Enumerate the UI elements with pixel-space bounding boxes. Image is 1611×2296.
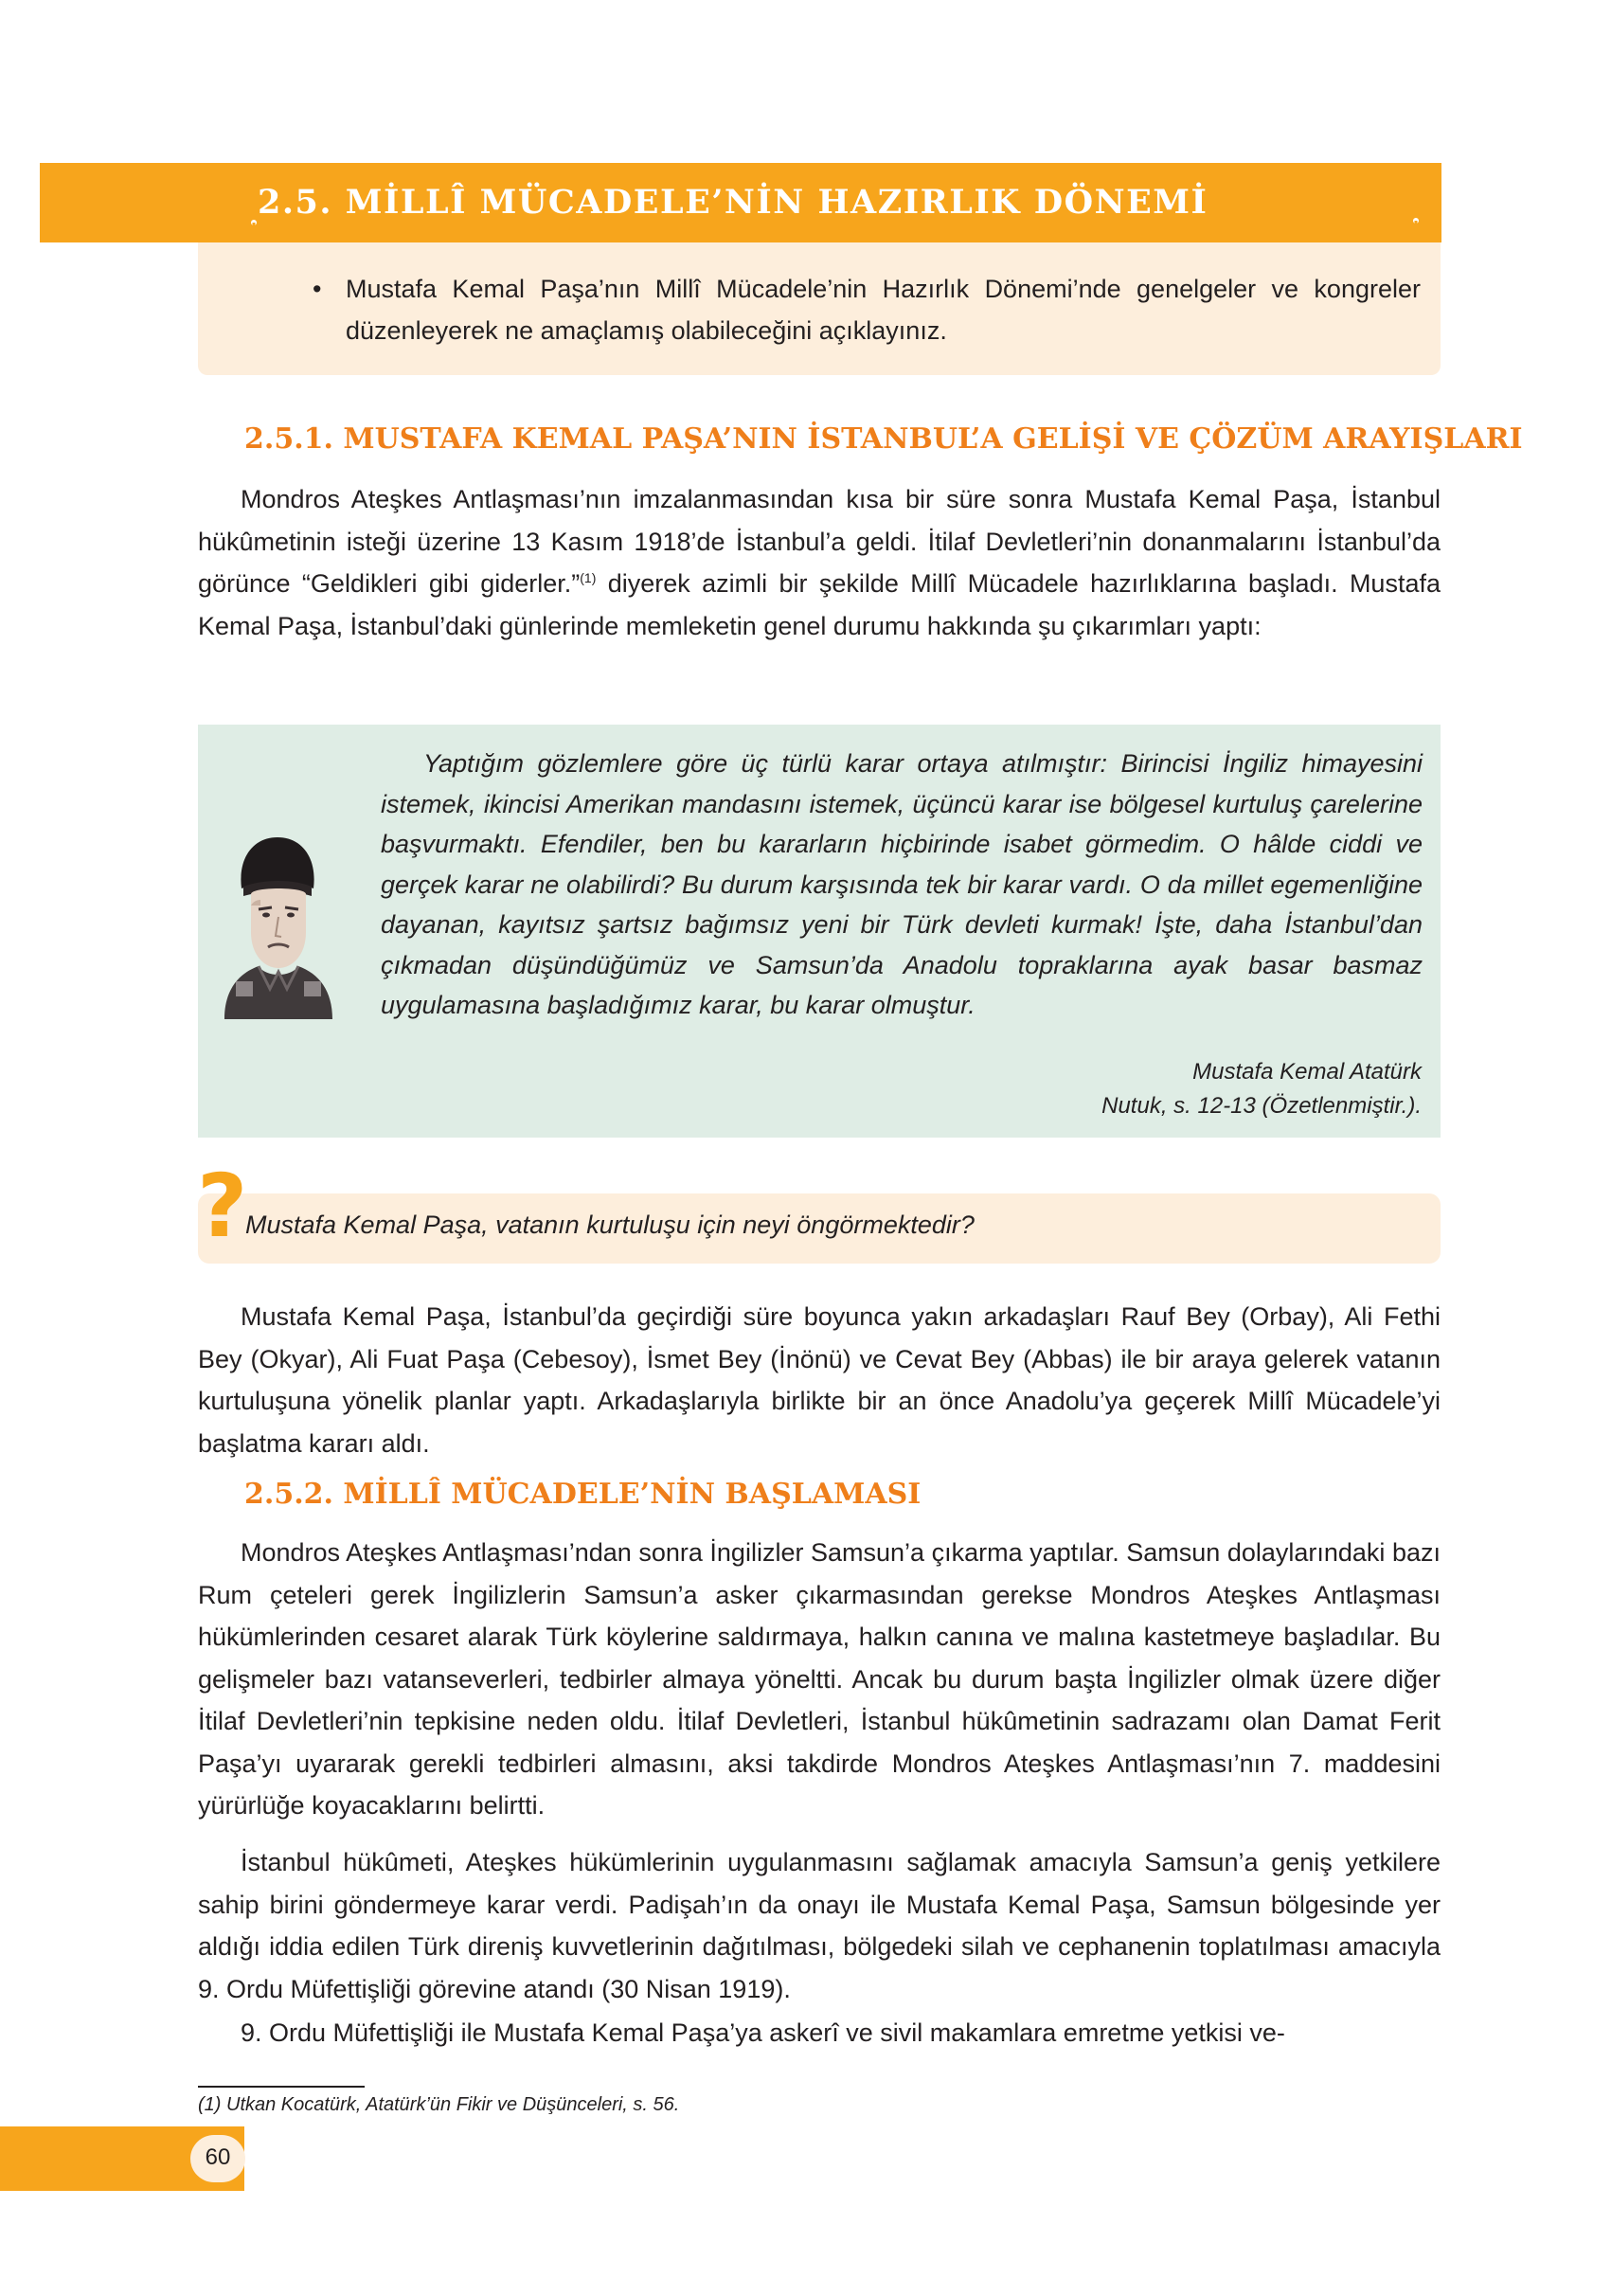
objective-bullet: • bbox=[313, 275, 322, 303]
paragraph-after-question: Mustafa Kemal Paşa, İstanbul’da geçirdiği süre boyunca yakın arkadaşları Rauf Bey (Orbay), Ali Fethi Bey (Okyar), Ali Fuat Paşa (Cebesoy), İsmet Bey (İnönü) ve Cevat Bey (Abbas) ile bir araya gelerek vatanın kurtuluşuna yönelik planlar yaptı. Arkadaşlarıyla birlikte bir an önce Anadolu’ya geçerek Millî Mücadele’yi başlatma kararı aldı. bbox=[198, 1302, 1441, 1458]
section1-text-part2: diyerek azimli bir şekilde Millî Mücadele hazırlıklarına başladı. Mustafa Kemal Paşa, İstanbul’daki günlerinde memleketin genel durumu hakkında şu çıkarımları yaptı: bbox=[198, 569, 1441, 640]
section-heading-2-5-1: 2.5.1. MUSTAFA KEMAL PAŞA’NIN İSTANBUL’A GELİŞİ VE ÇÖZÜM ARAYIŞLARI bbox=[244, 422, 1523, 456]
page-number: 60 bbox=[205, 2144, 231, 2170]
ataturk-portrait-icon bbox=[215, 830, 338, 1019]
footnote-reference: (1) bbox=[580, 570, 597, 585]
section2-paragraph-1: Mondros Ateşkes Antlaşması’ndan sonra İngilizler Samsun’a çıkarma yaptılar. Samsun dolaylarındaki bazı Rum çeteleri gerek İngilizlerin Samsun’a asker çıkarmasından gerekse Mondros Ateşkes Antlaşması hükümlerinden cesaret alarak Türk köylerine saldırmaya, halkın canına ve malına kastetmeye başladılar. Bu gelişmeler bazı vatanseverleri, tedbirler almaya yöneltti. Ancak bu durum başta İngilizler olmak üzere diğer İtilaf Devletleri’nin tepkisine neden oldu. İtilaf Devletleri, İstanbul hükûmetinin sadrazamı olan Damat Ferit Paşa’yı uyararak gerekli tedbirleri almasını, aksi takdirde Mondros Ateşkes Antlaşması’nın 7. maddesini yürürlüğe koyacaklarını belirtti. bbox=[198, 1538, 1441, 1820]
header-pin-left-icon bbox=[250, 220, 258, 244]
quote-source: Nutuk, s. 12-13 (Özetlenmiştir.). bbox=[1101, 1093, 1422, 1119]
header-pin-right-icon bbox=[1412, 218, 1420, 242]
section1-text-part1: Mondros Ateşkes Antlaşması’nın imzalanmasından kısa bir süre sonra Mustafa Kemal Paşa, İstanbul hükûmetinin isteği üzerine 13 Kasım 1918’de İstanbul’a geldi. İtilaf Devletleri’nin donanmalarını İstanbul’da görünce “Geldikleri gibi giderler.” bbox=[198, 485, 1441, 598]
section-title: 2.5. MİLLÎ MÜCADELE’NİN HAZIRLIK DÖNEMİ bbox=[258, 183, 1208, 222]
section2-paragraph-2: İstanbul hükûmeti, Ateşkes hükümlerinin uygulanmasını sağlamak amacıyla Samsun’a geniş yetkilere sahip birini göndermeye karar verdi. Padişah’ın da onayı ile Mustafa Kemal Paşa, Samsun bölgesinde yer aldığı iddia edilen Türk direniş kuvvetlerinin dağıtılması, bölgedeki silah ve cephanenin toplatılması amacıyla 9. Ordu Müfettişliği görevine atandı (30 Nisan 1919). bbox=[198, 1848, 1441, 2003]
quote-author: Mustafa Kemal Atatürk bbox=[1192, 1059, 1422, 1085]
section-heading-2-5-2: 2.5.2. MİLLÎ MÜCADELE’NİN BAŞLAMASI bbox=[244, 1478, 922, 1511]
section1-paragraph bbox=[198, 478, 1441, 647]
footnote-divider bbox=[198, 2086, 365, 2088]
objective-text: Mustafa Kemal Paşa’nın Millî Mücadele’nin Hazırlık Dönemi’nde genelgeler ve kongreler düzenleyerek ne amaçlamış olabileceğini açıklayınız. bbox=[346, 275, 1421, 345]
section2-paragraph-3: 9. Ordu Müfettişliği ile Mustafa Kemal Paşa’ya askerî ve sivil makamlara emretme yetkisi ve- bbox=[241, 2018, 1285, 2047]
question-mark-icon: ? bbox=[197, 1156, 248, 1257]
quote-text: Yaptığım gözlemlere göre üç türlü karar ortaya atılmıştır: Birincisi İngiliz himayesini istemek, ikincisi Amerikan mandasını istemek, üçüncü karar ise bölgesel kurtuluş çarelerine başvurmaktı. Efendiler, ben bu kararların hiçbirinde isabet görmedim. O hâlde ciddi ve gerçek karar ne olabilirdi? Bu durum karşısında tek bir karar vardı. O da millet egemenliğine dayanan, kayıtsız şartsız bağımsız yeni bir Türk devleti kurmak! İşte, daha İstanbul’dan çıkmadan düşündüğümüz ve Samsun’da Anadolu topraklarına ayak basar basmaz uygulamasına başladığımız karar, bu karar olmuştur. bbox=[381, 749, 1423, 1019]
question-text: Mustafa Kemal Paşa, vatanın kurtuluşu için neyi öngörmektedir? bbox=[245, 1211, 975, 1239]
footnote: (1) Utkan Kocatürk, Atatürk’ün Fikir ve Düşünceleri, s. 56. bbox=[198, 2094, 680, 2115]
